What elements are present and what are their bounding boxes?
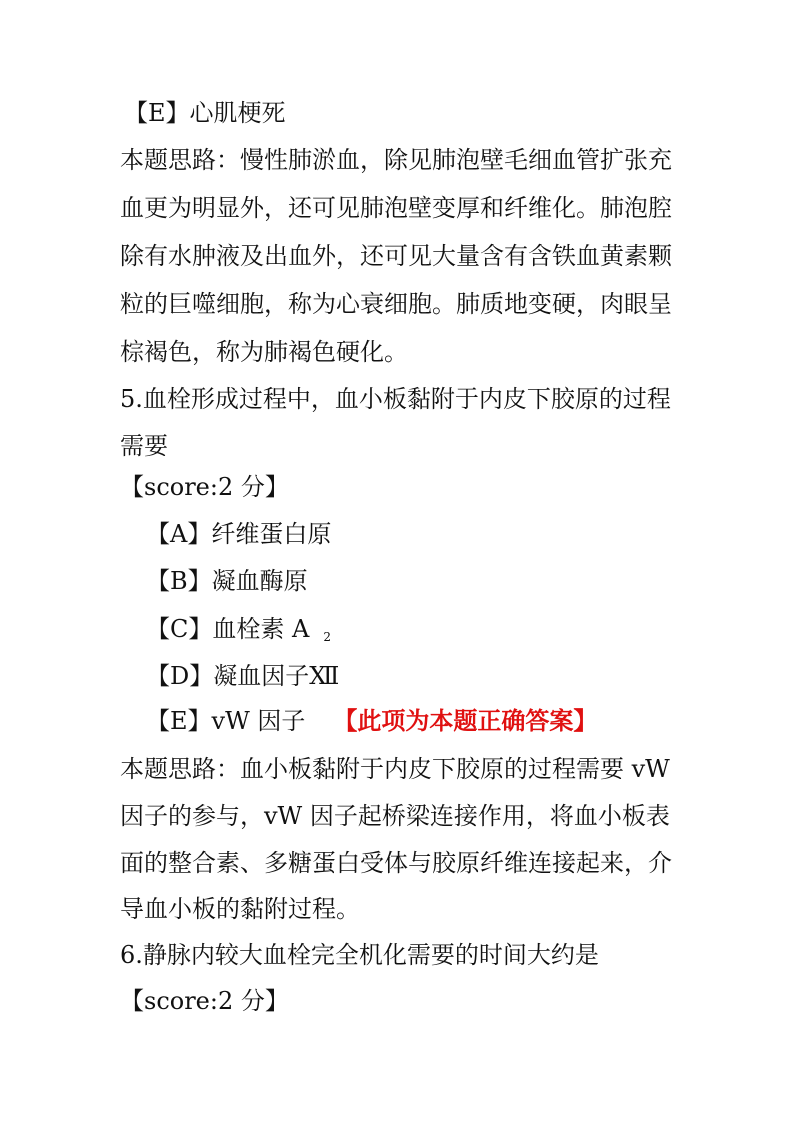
option-c-subscript: 2: [323, 630, 331, 644]
question-5-text: 需要: [120, 432, 168, 460]
explanation-line: 粒的巨噬细胞，称为心衰细胞。肺质地变硬，肉眼呈: [120, 290, 672, 318]
explanation-line: 导血小板的黏附过程。: [120, 895, 360, 923]
question-5-option-d: 【D】凝血因子Ⅻ: [146, 662, 340, 690]
explanation-line: 血更为明显外，还可见肺泡壁变厚和纤维化。肺泡腔: [120, 194, 672, 222]
question-5-option-a: 【A】纤维蛋白原: [146, 520, 332, 548]
correct-answer-note: 【此项为本题正确答案】: [333, 706, 598, 735]
explanation-line: 本题思路：慢性肺淤血，除见肺泡壁毛细血管扩张充: [120, 146, 672, 174]
question-5-option-e: [146, 706, 597, 736]
question-6-text: 6.静脉内较大血栓完全机化需要的时间大约是: [120, 941, 599, 969]
option-e-text: 【E】vW 因子: [146, 707, 306, 735]
option-e-previous: 【E】心肌梗死: [124, 99, 286, 127]
question-5-option-b: 【B】凝血酶原: [146, 567, 308, 595]
explanation-line: 因子的参与，vW 因子起桥梁连接作用，将血小板表: [120, 802, 670, 830]
explanation-line: 面的整合素、多糖蛋白受体与胶原纤维连接起来，介: [120, 849, 672, 877]
explanation-line: 除有水肿液及出血外，还可见大量含有含铁血黄素颗: [120, 242, 672, 270]
question-5-option-c: [146, 614, 331, 652]
question-5-score: 【score:2 分】: [120, 473, 289, 501]
option-c-text: 【C】血栓素 A: [146, 615, 310, 643]
question-6-score: 【score:2 分】: [120, 987, 289, 1015]
explanation-line: 棕褐色，称为肺褐色硬化。: [120, 338, 408, 366]
question-5-text: 5.血栓形成过程中，血小板黏附于内皮下胶原的过程: [120, 385, 671, 413]
explanation-line: 本题思路：血小板黏附于内皮下胶原的过程需要 vW: [120, 755, 670, 783]
